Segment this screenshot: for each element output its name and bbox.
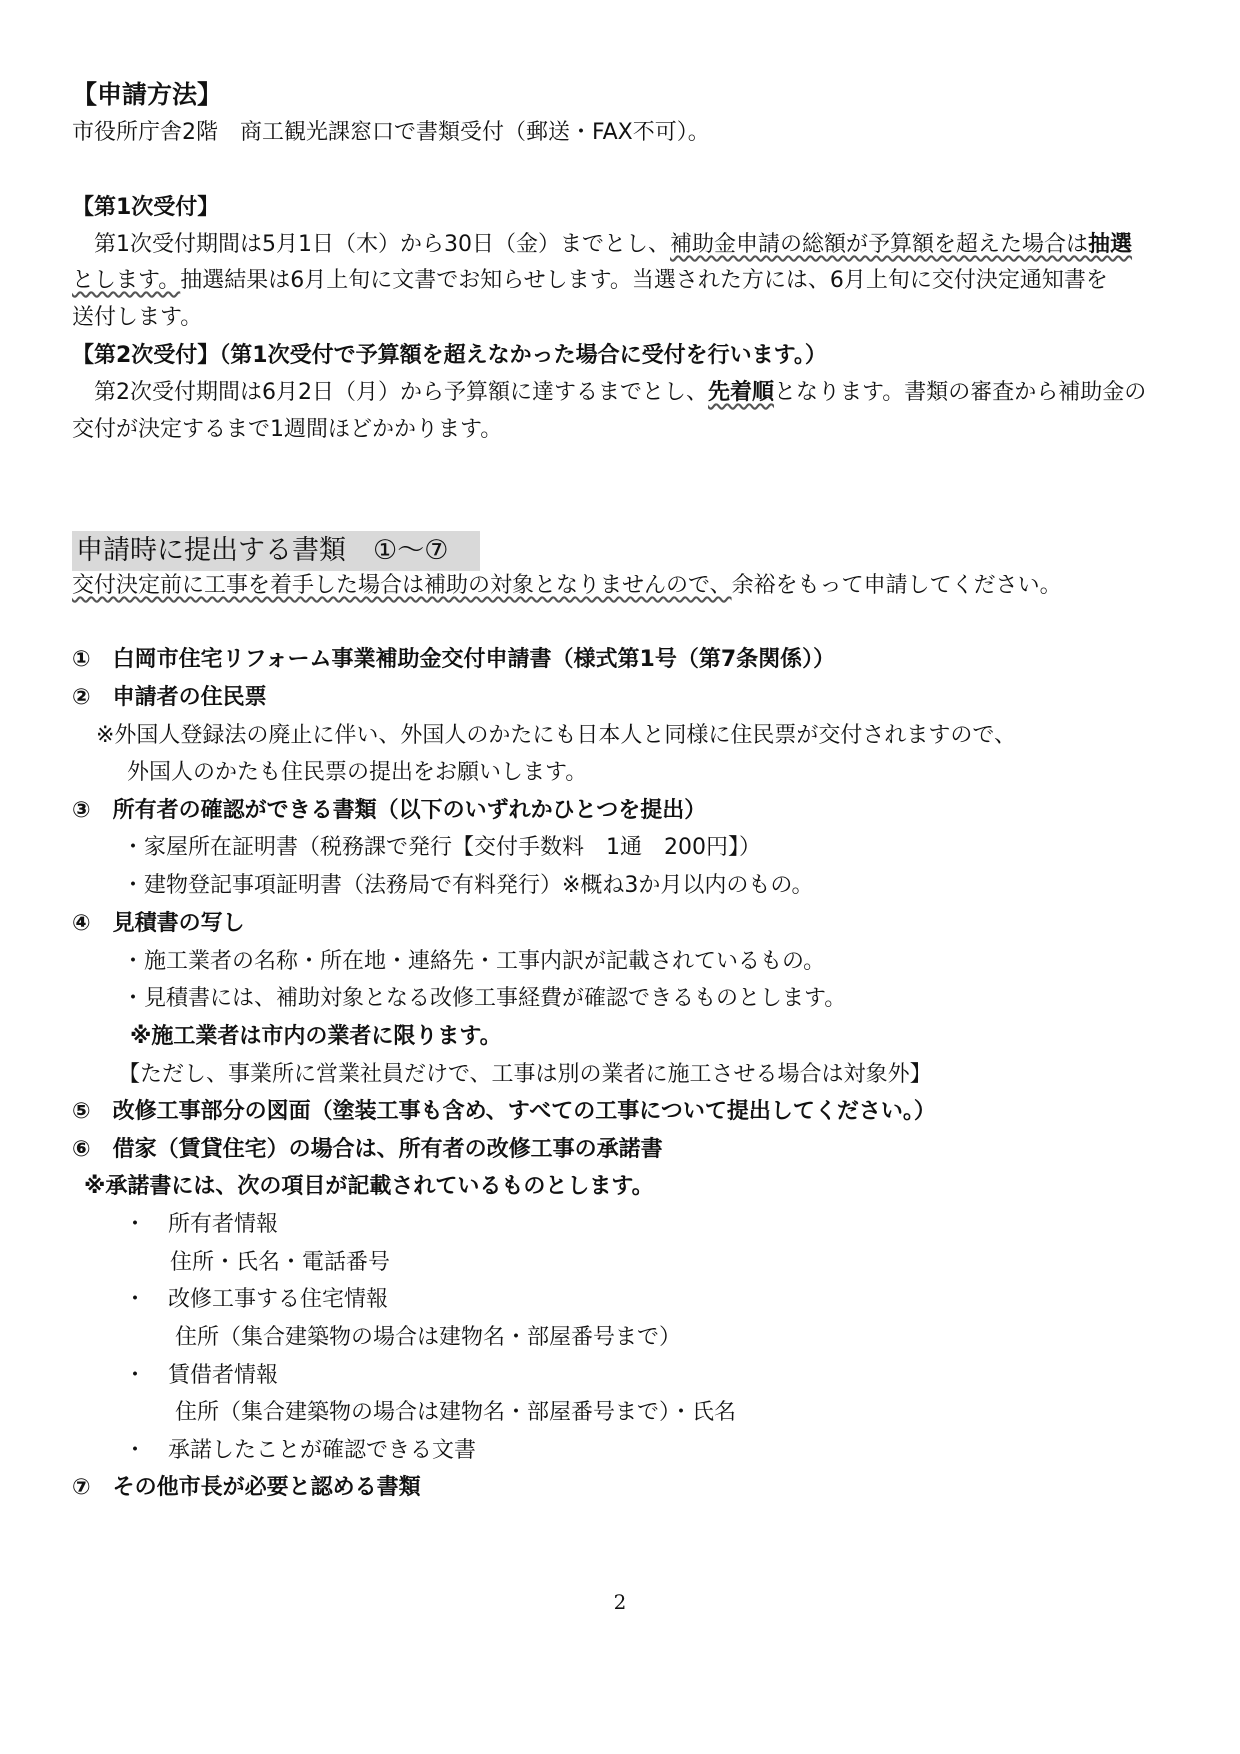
documents-notice-a: 交付決定前に工事を着手した場合は補助の対象となりませんので、: [72, 573, 732, 598]
document-item-6-sub-3-detail: 住所（集合建築物の場合は建物名・部屋番号まで）・氏名: [175, 1400, 737, 1425]
document-item-4: ④ 見積書の写し: [72, 911, 245, 936]
application-method-text: 市役所庁舎2階 商工観光課窓口で書類受付（郵送・FAX不可）。: [72, 120, 710, 145]
document-item-3-sub-2: ・建物登記事項証明書（法務局で有料発行）※概ね3か月以内のもの。: [122, 873, 814, 898]
second-reception-first-come: 先着順: [708, 380, 775, 405]
first-reception-line1: [72, 230, 1132, 260]
document-item-6-note: ※承諾書には、次の項目が記載されているものとします。: [84, 1174, 654, 1199]
first-reception-line1-a: 第1次受付期間は5月1日（木）から30日（金）までとし、: [72, 232, 670, 257]
document-item-2-note-2: 外国人のかたも住民票の提出をお願いします。: [127, 760, 588, 785]
documents-notice-b: 余裕をもって申請してください。: [731, 573, 1062, 598]
document-item-4-sub-1: ・施工業者の名称・所在地・連絡先・工事内訳が記載されているもの。: [122, 949, 826, 974]
second-reception-line1-a: 第2次受付期間は6月2日（月）から予算額に達するまでとし、: [72, 380, 708, 405]
documents-notice: [72, 571, 1062, 601]
document-item-7: ⑦ その他市長が必要と認める書類: [72, 1475, 421, 1500]
document-item-4-note-2: 【ただし、事業所に営業社員だけで、工事は別の業者に施工させる場合は対象外】: [118, 1062, 932, 1087]
document-item-4-note: ※施工業者は市内の業者に限ります。: [130, 1024, 502, 1049]
document-item-6-sub-1-detail: 住所・氏名・電話番号: [170, 1250, 391, 1275]
second-reception-heading: 【第2次受付】（第1次受付で予算額を超えなかった場合に受付を行います。）: [72, 343, 827, 368]
page-number: 2: [613, 1590, 627, 1614]
document-item-3-sub-1: ・家屋所在証明書（税務課で発行【交付手数料 1通 200円】）: [122, 835, 761, 860]
first-reception-line2-a: とします。: [72, 268, 181, 293]
second-reception-line1-c: となります。書類の審査から補助金の: [774, 380, 1147, 405]
application-method-heading: 【申請方法】: [72, 80, 223, 109]
first-reception-line3: 送付します。: [72, 305, 203, 330]
first-reception-lottery: 抽選: [1088, 232, 1133, 257]
second-reception-line1: [72, 378, 1146, 408]
document-item-1: ① 白岡市住宅リフォーム事業補助金交付申請書（様式第1号（第7条関係））: [72, 647, 836, 672]
document-item-5: ⑤ 改修工事部分の図面（塗装工事も含め、すべての工事について提出してください。）: [72, 1099, 936, 1124]
first-reception-line1-b: 補助金申請の総額が予算額を超えた場合は: [670, 232, 1089, 257]
first-reception-line2: [72, 266, 1108, 296]
document-item-6-sub-2-detail: 住所（集合建築物の場合は建物名・部屋番号まで）: [175, 1325, 682, 1350]
document-item-6-sub-3: ・ 賃借者情報: [124, 1363, 279, 1388]
second-reception-line2: 交付が決定するまで1週間ほどかかります。: [72, 417, 503, 442]
document-item-4-sub-2: ・見積書には、補助対象となる改修工事経費が確認できるものとします。: [122, 986, 847, 1011]
document-item-6-sub-4: ・ 承諾したことが確認できる文書: [124, 1438, 477, 1463]
document-item-6-sub-2: ・ 改修工事する住宅情報: [124, 1287, 389, 1312]
documents-section-title-box: [72, 531, 480, 571]
first-reception-heading: 【第1次受付】: [72, 195, 220, 220]
first-reception-line2-b: 抽選結果は6月上旬に文書でお知らせします。当選された方には、6月上旬に交付決定通知書を: [180, 268, 1108, 293]
document-item-2: ② 申請者の住民票: [72, 685, 267, 710]
document-item-2-note-1: ※外国人登録法の廃止に伴い、外国人のかたにも日本人と同様に住民票が交付されますので、: [96, 723, 1016, 748]
document-item-6: ⑥ 借家（賃貸住宅）の場合は、所有者の改修工事の承諾書: [72, 1137, 663, 1162]
document-item-6-sub-1: ・ 所有者情報: [124, 1212, 279, 1237]
documents-section-title: 申請時に提出する書類 ①～⑦: [76, 535, 449, 566]
document-item-3: ③ 所有者の確認ができる書類（以下のいずれかひとつを提出）: [72, 798, 707, 823]
